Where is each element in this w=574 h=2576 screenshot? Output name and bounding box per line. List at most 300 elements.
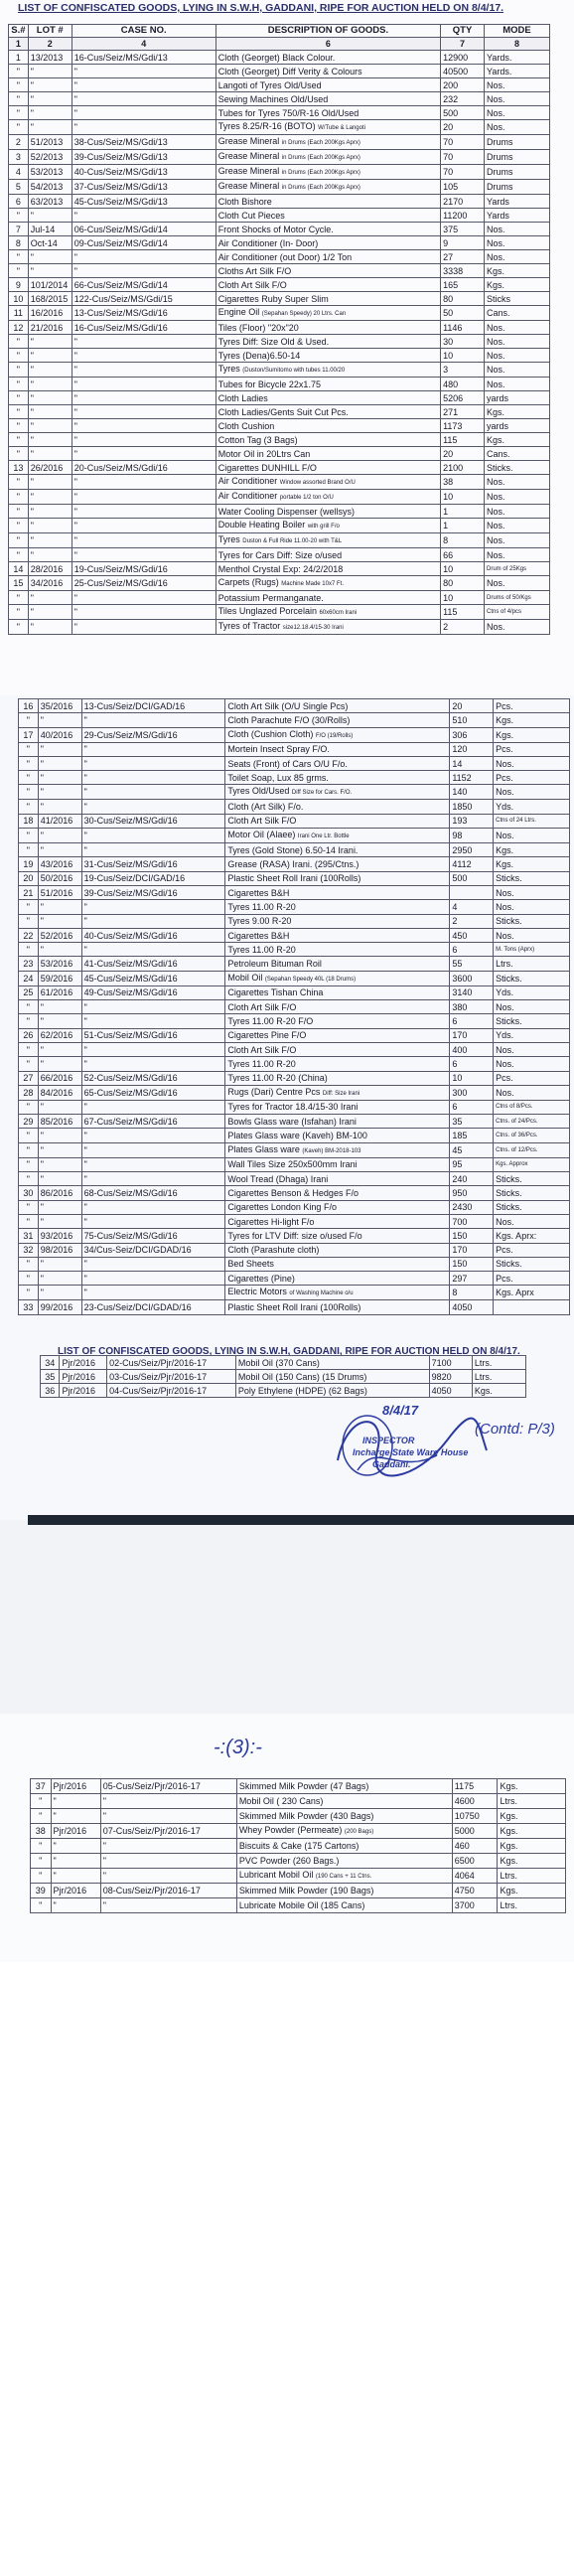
- cell-description: [215, 78, 440, 92]
- cell-mode: Ltrs.: [498, 1869, 566, 1884]
- cell-description: [236, 1794, 452, 1809]
- cell-description: [225, 1200, 450, 1214]
- description-text: Mobil Oil ( 230 Cans): [238, 1796, 324, 1806]
- cell-case: ": [81, 1214, 225, 1228]
- cell-case: ": [72, 447, 215, 461]
- description-text: Wall Tiles Size 250x500mm Irani: [227, 1159, 358, 1170]
- cell-sn: 13: [9, 461, 29, 475]
- cell-case: ": [72, 120, 215, 135]
- cell-qty: 2950: [450, 843, 494, 857]
- description-note: in Drums (Each 200Kgs Aprx): [281, 170, 360, 176]
- description-text: Cloth (Georget) Black Colour.: [217, 52, 336, 63]
- cell-description: [215, 180, 440, 195]
- description-text: Water Cooling Dispenser (wellsys): [217, 506, 355, 517]
- cell-lot: Pjr/2016: [60, 1356, 107, 1370]
- cell-description: [225, 1272, 450, 1286]
- table-row: [9, 605, 550, 620]
- cell-case: ": [81, 800, 225, 814]
- cell-sn: ": [19, 1257, 39, 1271]
- cell-case: ": [81, 1000, 225, 1014]
- cell-qty: 200: [441, 78, 485, 92]
- cell-case: ": [81, 1286, 225, 1300]
- cell-lot: ": [38, 843, 81, 857]
- cell-qty: 1850: [450, 800, 494, 814]
- table-row: [19, 1257, 570, 1271]
- table-row: [9, 321, 550, 335]
- description-text: Bed Sheets: [227, 1259, 274, 1270]
- table-row: [9, 306, 550, 321]
- cell-mode: Drums: [485, 180, 550, 195]
- description-text: Tubes for Bicycle 22x1.75: [217, 379, 321, 389]
- cell-qty: 70: [441, 150, 485, 165]
- cell-mode: Yards.: [485, 51, 550, 65]
- cell-mode: Nos.: [494, 1085, 570, 1100]
- table-row: [19, 843, 570, 857]
- cell-description: [225, 1257, 450, 1271]
- cell-case: 37-Cus/Seiz/MS/Gdi/13: [72, 180, 215, 195]
- description-text: Cigarettes Tishan China: [227, 987, 324, 998]
- cell-sn: 35: [41, 1370, 60, 1384]
- col-number: 1: [9, 38, 29, 51]
- description-text: Cloths Art Silk F/O: [217, 265, 292, 276]
- cell-case: ": [72, 250, 215, 264]
- cell-case: 40-Cus/Seiz/MS/Gdi/16: [81, 928, 225, 942]
- description-text: Cigarettes London King F/o: [227, 1202, 337, 1213]
- description-text: Seats (Front) of Cars O/U F/o.: [227, 758, 348, 769]
- cell-sn: ": [9, 264, 29, 278]
- cell-case: 52-Cus/Seiz/MS/Gdi/16: [81, 1071, 225, 1085]
- cell-sn: 34: [41, 1356, 60, 1370]
- table-row: [9, 620, 550, 635]
- cell-description: [215, 490, 440, 505]
- cell-case: ": [72, 378, 215, 391]
- cell-sn: 18: [19, 814, 39, 828]
- cell-lot: ": [38, 1257, 81, 1271]
- table-row: [31, 1824, 566, 1839]
- cell-qty: 115: [441, 433, 485, 447]
- cell-sn: ": [9, 605, 29, 620]
- stamp-line-3: Gaddani.: [372, 1459, 411, 1469]
- description-text: Bowls Glass ware (Isfahan) Irani: [227, 1116, 357, 1127]
- cell-description: [236, 1869, 452, 1884]
- table-row: [19, 1286, 570, 1300]
- cell-lot: 16/2016: [28, 306, 72, 321]
- cell-lot: 66/2016: [38, 1071, 81, 1085]
- table-row: [9, 419, 550, 433]
- table-row: [9, 548, 550, 562]
- cell-lot: ": [28, 92, 72, 106]
- cell-case: ": [72, 349, 215, 363]
- description-text: Cloth Art Silk (O/U Single Pcs): [227, 700, 349, 711]
- cell-qty: 38: [441, 475, 485, 490]
- cell-description: [215, 120, 440, 135]
- cell-description: [225, 785, 450, 800]
- cell-mode: Drums: [485, 135, 550, 150]
- cell-lot: ": [38, 1272, 81, 1286]
- cell-qty: 297: [450, 1272, 494, 1286]
- cell-lot: ": [38, 1142, 81, 1157]
- description-text: Tyres for Tractor 18.4/15-30 Irani: [227, 1102, 359, 1113]
- cell-qty: 1175: [452, 1779, 498, 1794]
- cell-sn: 5: [9, 180, 29, 195]
- description-text: Cloth (Cushion Cloth): [227, 728, 314, 739]
- table-row: [41, 1370, 526, 1384]
- cell-lot: ": [38, 771, 81, 785]
- cell-lot: ": [28, 391, 72, 405]
- cell-description: [215, 335, 440, 349]
- cell-qty: 1146: [441, 321, 485, 335]
- cell-sn: 33: [19, 1300, 39, 1314]
- cell-description: [225, 943, 450, 957]
- cell-qty: 140: [450, 785, 494, 800]
- cell-case: 04-Cus/Seiz/Pjr/2016-17: [107, 1384, 236, 1398]
- cell-mode: [494, 1300, 570, 1314]
- table-row: [19, 1085, 570, 1100]
- col-number: 7: [441, 38, 485, 51]
- table-row: [19, 1272, 570, 1286]
- table-row: [19, 800, 570, 814]
- cell-qty: 9: [441, 236, 485, 250]
- cell-case: ": [81, 900, 225, 914]
- cell-sn: ": [9, 447, 29, 461]
- table-row: [31, 1779, 566, 1794]
- cell-description: [225, 1085, 450, 1100]
- cell-mode: Nos.: [485, 321, 550, 335]
- cell-mode: Kgs.: [498, 1884, 566, 1898]
- cell-description: [225, 1172, 450, 1186]
- cell-mode: Nos.: [485, 490, 550, 505]
- header-lot: LOT #: [28, 25, 72, 38]
- cell-lot: ": [38, 785, 81, 800]
- cell-sn: ": [19, 1200, 39, 1214]
- table-row: [19, 756, 570, 770]
- description-text: Cloth Cut Pieces: [217, 210, 285, 221]
- cell-mode: Nos.: [485, 349, 550, 363]
- cell-qty: 20: [441, 447, 485, 461]
- cell-qty: 9820: [429, 1370, 472, 1384]
- cell-qty: 10: [441, 490, 485, 505]
- cell-sn: ": [31, 1854, 52, 1869]
- cell-description: [215, 306, 440, 321]
- description-text: Cloth (Art Silk) F/o.: [227, 802, 304, 813]
- cell-lot: ": [38, 1057, 81, 1071]
- table-row: [19, 1100, 570, 1114]
- cell-description: [225, 727, 450, 742]
- description-text: Grease Mineral: [217, 166, 280, 176]
- description-text: Cloth Bishore: [217, 196, 272, 207]
- cell-description: [215, 447, 440, 461]
- table-row: [19, 742, 570, 756]
- cell-case: ": [72, 78, 215, 92]
- table-row: [9, 519, 550, 533]
- cell-sn: 32: [19, 1243, 39, 1257]
- cell-description: [215, 391, 440, 405]
- table-row: [9, 195, 550, 209]
- table-row: [19, 1200, 570, 1214]
- cell-mode: Nos.: [485, 576, 550, 591]
- col-number: 6: [215, 38, 440, 51]
- page-2-footer: [0, 1520, 574, 1714]
- cell-mode: Drums of 50/Kgs: [485, 591, 550, 605]
- cell-description: [215, 419, 440, 433]
- table-row: [19, 1300, 570, 1314]
- cell-description: [215, 264, 440, 278]
- cell-sn: ": [9, 405, 29, 419]
- description-text: Tyres for LTV Diff: size o/used F/o: [227, 1230, 362, 1241]
- cell-case: ": [81, 742, 225, 756]
- description-note: with grill F/o: [307, 524, 340, 530]
- cell-sn: ": [9, 363, 29, 378]
- description-text: Cigarettes (Pine): [227, 1273, 295, 1284]
- cell-mode: Ltrs.: [498, 1794, 566, 1809]
- cell-case: 13-Cus/Seiz/MS/Gdi/16: [72, 306, 215, 321]
- cell-description: [215, 620, 440, 635]
- cell-mode: Pcs.: [494, 1071, 570, 1085]
- cell-lot: ": [28, 419, 72, 433]
- cell-description: [225, 771, 450, 785]
- cell-qty: 20: [450, 699, 494, 713]
- cell-lot: ": [38, 1000, 81, 1014]
- cell-mode: Yards: [485, 209, 550, 223]
- cell-case: 30-Cus/Seiz/MS/Gdi/16: [81, 814, 225, 828]
- description-text: Cloth Ladies: [217, 392, 268, 403]
- cell-case: 08-Cus/Seiz/Pjr/2016-17: [100, 1884, 236, 1898]
- cell-qty: 10: [441, 562, 485, 576]
- table-row: [31, 1854, 566, 1869]
- cell-case: 39-Cus/Seiz/MS/Gdi/16: [81, 885, 225, 899]
- cell-description: [225, 1115, 450, 1129]
- cell-description: [225, 1286, 450, 1300]
- cell-case: 51-Cus/Seiz/MS/Gdi/16: [81, 1028, 225, 1042]
- cell-qty: 45: [450, 1142, 494, 1157]
- cell-lot: ": [51, 1854, 100, 1869]
- cell-case: 05-Cus/Seiz/Pjr/2016-17: [100, 1779, 236, 1794]
- stamp-date: 8/4/17: [382, 1403, 419, 1418]
- table-row: [41, 1356, 526, 1370]
- cell-lot: ": [38, 1286, 81, 1300]
- description-text: Motor Oil in 20Ltrs Can: [217, 448, 311, 459]
- cell-description: [225, 829, 450, 843]
- cell-qty: 4750: [452, 1884, 498, 1898]
- cell-qty: 375: [441, 223, 485, 236]
- description-text: Cigarettes B&H: [227, 887, 290, 898]
- cell-qty: 70: [441, 165, 485, 180]
- table-row: [9, 533, 550, 548]
- cell-sn: ": [19, 771, 39, 785]
- cell-qty: 165: [441, 278, 485, 292]
- cell-sn: ": [9, 419, 29, 433]
- cell-description: [225, 1142, 450, 1157]
- cell-case: ": [72, 335, 215, 349]
- cell-mode: Nos.: [494, 1214, 570, 1228]
- description-note: (Duston/Sumitomo with tubes 11.00/20: [242, 368, 346, 374]
- table-row: [9, 349, 550, 363]
- cell-qty: 5206: [441, 391, 485, 405]
- cell-description: [225, 957, 450, 971]
- cell-qty: 10: [441, 591, 485, 605]
- cell-sn: ": [9, 490, 29, 505]
- cell-case: ": [81, 1172, 225, 1186]
- cell-description: [215, 605, 440, 620]
- table-row: [9, 135, 550, 150]
- cell-case: ": [72, 620, 215, 635]
- description-text: Grease (RASA) Irani. (295/Ctns.): [227, 859, 359, 870]
- cell-qty: 2: [450, 914, 494, 928]
- cell-case: ": [72, 548, 215, 562]
- description-text: Cotton Tag (3 Bags): [217, 434, 298, 445]
- cell-sn: ": [9, 475, 29, 490]
- cell-mode: Nos.: [494, 829, 570, 843]
- cell-sn: ": [19, 1042, 39, 1056]
- cell-lot: 21/2016: [28, 321, 72, 335]
- cell-qty: 510: [450, 713, 494, 727]
- cell-sn: ": [9, 519, 29, 533]
- cell-qty: 40500: [441, 65, 485, 78]
- cell-lot: 52/2013: [28, 150, 72, 165]
- cell-qty: 500: [441, 106, 485, 120]
- cell-description: [215, 209, 440, 223]
- cell-qty: 2170: [441, 195, 485, 209]
- table-row: [19, 885, 570, 899]
- table-row: [19, 771, 570, 785]
- description-text: Grease Mineral: [217, 136, 280, 146]
- cell-lot: ": [28, 209, 72, 223]
- cell-case: ": [72, 475, 215, 490]
- cell-sn: 30: [19, 1186, 39, 1200]
- cell-mode: Nos.: [485, 533, 550, 548]
- cell-sn: ": [31, 1898, 52, 1913]
- cell-qty: 11200: [441, 209, 485, 223]
- cell-case: ": [72, 264, 215, 278]
- cell-description: [225, 742, 450, 756]
- cell-mode: Sticks.: [494, 1257, 570, 1271]
- cell-mode: Pcs.: [494, 699, 570, 713]
- cell-description: [215, 195, 440, 209]
- cell-case: ": [81, 785, 225, 800]
- cell-case: 122-Cus/Seiz/MS/Gdi/15: [72, 292, 215, 306]
- cell-mode: Sticks.: [494, 914, 570, 928]
- cell-mode: Kgs.: [498, 1854, 566, 1869]
- cell-sn: 25: [19, 985, 39, 999]
- cell-mode: Kgs. Approx: [494, 1157, 570, 1171]
- cell-mode: Nos.: [485, 475, 550, 490]
- cell-description: [236, 1779, 452, 1794]
- description-text: Tyres 11.00 R-20: [227, 1058, 296, 1069]
- cell-case: 40-Cus/Seiz/MS/Gdi/13: [72, 165, 215, 180]
- page-2-subtitle: LIST OF CONFISCATED GOODS, LYING IN S.W.H, GADDANI, RIPE FOR AUCTION HELD ON 8/4/17.: [58, 1346, 520, 1357]
- cell-description: [235, 1384, 429, 1398]
- cell-lot: 59/2016: [38, 971, 81, 985]
- cell-case: ": [72, 363, 215, 378]
- cell-case: ": [100, 1809, 236, 1824]
- description-note: (200 Bags): [344, 1829, 374, 1835]
- cell-description: [215, 378, 440, 391]
- cell-sn: ": [9, 92, 29, 106]
- cell-sn: 23: [19, 957, 39, 971]
- cell-mode: Sticks.: [494, 971, 570, 985]
- cell-sn: ": [9, 335, 29, 349]
- cell-mode: Nos.: [485, 335, 550, 349]
- description-note: Machine Made 10x7 Ft.: [281, 581, 344, 587]
- cell-mode: Ltrs.: [498, 1898, 566, 1913]
- cell-lot: ": [38, 943, 81, 957]
- cell-qty: 232: [441, 92, 485, 106]
- cell-case: 16-Cus/Seiz/MS/Gdi/13: [72, 51, 215, 65]
- cell-description: [215, 405, 440, 419]
- cell-sn: ": [31, 1839, 52, 1854]
- cell-sn: ": [9, 65, 29, 78]
- cell-lot: 34/2016: [28, 576, 72, 591]
- cell-description: [236, 1809, 452, 1824]
- header-qty: QTY: [441, 25, 485, 38]
- cell-sn: 11: [9, 306, 29, 321]
- cell-mode: Nos.: [485, 106, 550, 120]
- table-row: [19, 1129, 570, 1142]
- cell-qty: 3: [441, 363, 485, 378]
- cell-mode: Kgs.: [494, 843, 570, 857]
- cell-description: [225, 900, 450, 914]
- cell-qty: 1173: [441, 419, 485, 433]
- table-row: [31, 1869, 566, 1884]
- cell-sn: ": [9, 533, 29, 548]
- cell-case: ": [81, 1014, 225, 1028]
- cell-description: [225, 1129, 450, 1142]
- cell-description: [225, 1229, 450, 1243]
- table-row: [9, 378, 550, 391]
- cell-case: ": [100, 1898, 236, 1913]
- cell-sn: ": [19, 713, 39, 727]
- cell-sn: 37: [31, 1779, 52, 1794]
- cell-sn: 29: [19, 1115, 39, 1129]
- description-text: Carpets (Rugs): [217, 577, 279, 587]
- cell-lot: 28/2016: [28, 562, 72, 576]
- table-row: [9, 106, 550, 120]
- cell-mode: Kgs. Aprx:: [494, 1229, 570, 1243]
- cell-case: ": [81, 1100, 225, 1114]
- cell-qty: 14: [450, 756, 494, 770]
- table-row: [19, 900, 570, 914]
- cell-sn: ": [19, 1286, 39, 1300]
- cell-case: ": [81, 1042, 225, 1056]
- cell-lot: 41/2016: [38, 814, 81, 828]
- cell-lot: ": [38, 742, 81, 756]
- description-text: Tyres for Cars Diff: Size o/used: [217, 549, 343, 560]
- cell-sn: 20: [19, 871, 39, 885]
- cell-case: 45-Cus/Seiz/MS/Gdi/13: [72, 195, 215, 209]
- description-text: Tyres 8.25/R-16 (BOTO): [217, 121, 316, 131]
- cell-lot: 98/2016: [38, 1243, 81, 1257]
- table-row: [31, 1898, 566, 1913]
- description-text: Tyres 11.00 R-20: [227, 901, 296, 912]
- cell-sn: 17: [19, 727, 39, 742]
- cell-sn: ": [19, 1100, 39, 1114]
- cell-mode: Sticks.: [494, 1014, 570, 1028]
- table-row: [9, 447, 550, 461]
- cell-lot: 40/2016: [38, 727, 81, 742]
- cell-description: [215, 591, 440, 605]
- cell-sn: ": [19, 1142, 39, 1157]
- cell-sn: ": [9, 378, 29, 391]
- cell-description: [225, 756, 450, 770]
- cell-case: 25-Cus/Seiz/MS/Gdi/16: [72, 576, 215, 591]
- cell-mode: Kgs.: [485, 278, 550, 292]
- goods-table-1: [8, 24, 550, 635]
- cell-qty: 170: [450, 1028, 494, 1042]
- goods-table-2: [18, 698, 570, 1315]
- description-text: Cigarettes B&H: [227, 930, 290, 941]
- cell-qty: 150: [450, 1257, 494, 1271]
- description-text: Engine Oil: [217, 307, 260, 317]
